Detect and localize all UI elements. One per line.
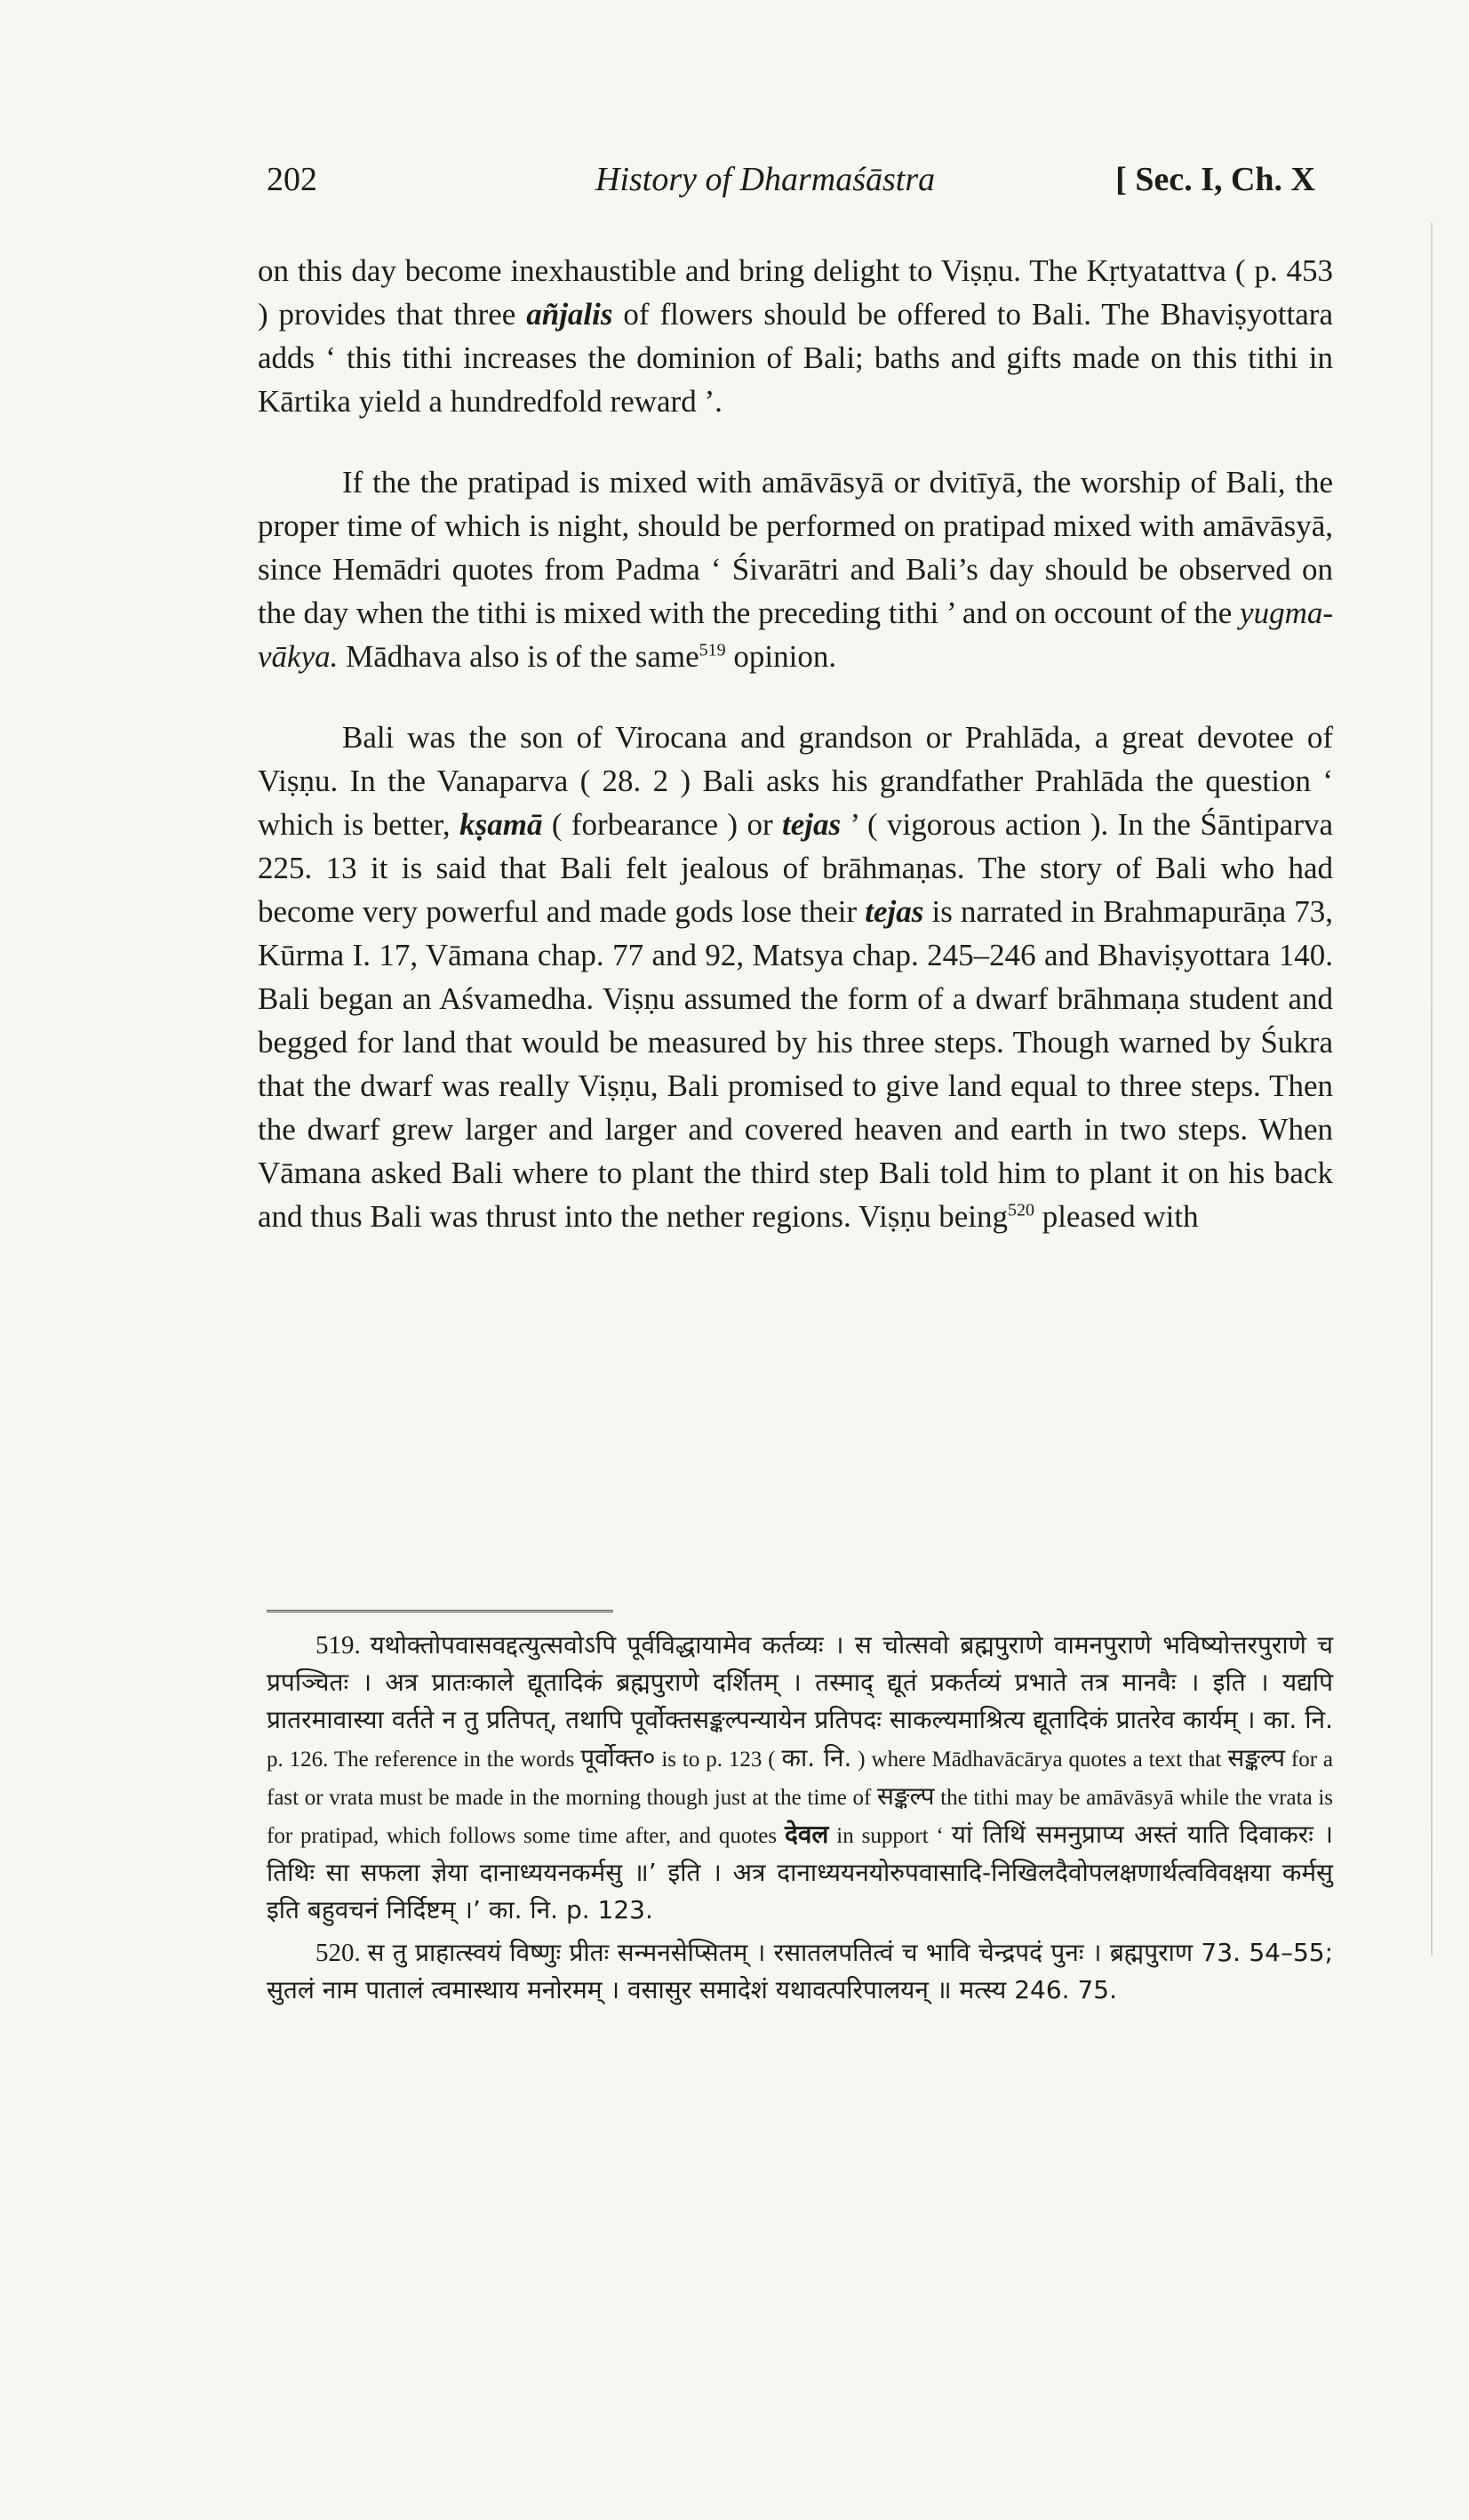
footnote-520 (267, 1934, 1333, 2009)
sanskrit-text: सङ्कल्प (1227, 1743, 1285, 1772)
section-label: [ Sec. I, Ch. X (1115, 161, 1315, 198)
italic-term: yugma-vākya. (258, 596, 1333, 674)
text-run: ( forbearance ) or (542, 807, 783, 842)
text-run: on this day become inexhaustible and bring delight to Viṣṇu. The Kṛtyatattva ( p. 453 ) provides that three (258, 253, 1333, 332)
footnote-number: 519. (315, 1631, 361, 1660)
footnote-ref-519[interactable]: 519 (699, 640, 726, 660)
page-number: 202 (267, 161, 317, 198)
footnotes (267, 1627, 1333, 2014)
running-title: History of Dharmaśāstra (595, 161, 936, 198)
italic-term: añjalis (526, 297, 613, 332)
scan-margin-shadow (1431, 222, 1433, 1956)
text-run: for a fast or vrata must be made in the morning though just at the time of (267, 1748, 1334, 1810)
running-header (267, 160, 1315, 213)
text-run: Bali was the son of Virocana and grandson or Prahlāda, a great devotee of Viṣṇu. In the Vanaparva ( 28. 2 ) Bali asks his grandfather Prahlāda the question ‘ which is better, (258, 720, 1333, 842)
sanskrit-text: का. नि. (781, 1743, 852, 1772)
sanskrit-text: यथोक्तोपवासवद्दत्युत्सवोऽपि पूर्वविद्धायामेव कर्तव्यः । स चोत्सवो ब्रह्मपुराणे वामनपुराणे भविष्योत्तरपुराणे च प्रपञ्चितः । अत्र प्रातःकाले द्यूतादिकं ब्रह्मपुराणे दर्शितम् । तस्माद् द्यूतं प्रकर्तव्यं प्रभाते तत्र मानवैः । इति । यद्यपि प्रातरमावास्या वर्तते न तु प्रतिपत्, तथापि पूर्वोक्तसङ्कल्पन्यायेन प्रतिपदः साकल्यमाश्रित्य द्यूतादिकं प्रातरेव कार्यम् । का. नि. (267, 1630, 1333, 1734)
text-run: ’ ( vigorous action ). In the Śāntiparva 225. 13 it is said that Bali felt jealous of brāhmaṇas. The story of Bali who had become very powerful and made gods lose their (258, 807, 1334, 929)
footnote-number: 520. (315, 1939, 361, 1967)
text-run: in support ‘ (828, 1824, 952, 1848)
sanskrit-text: पूर्वोक्त० (580, 1743, 656, 1772)
footnote-divider (267, 1610, 613, 1612)
text-run: p. 126. The reference in the words (267, 1748, 581, 1772)
text-run: Mādhava also is of the same (338, 639, 699, 674)
footnote-519 (267, 1627, 1333, 1929)
italic-term: kṣamā (459, 807, 543, 842)
sanskrit-text: यां तिथिं समनुप्राप्य अस्तं याति दिवाकरः । तिथिः सा सफला ज्ञेया दानाध्ययनकर्मसु ॥’ इति । अत्र दानाध्ययनयोरुपवासादि-निखिलदैवोपलक्षणार्थत्वविवक्षया कर्मसु इति बहुवचनं निर्दिष्टम् ।’ का. नि. p. 123. (267, 1820, 1333, 1924)
text-run: pleased with (1034, 1199, 1199, 1234)
sanskrit-text: स तु प्राहात्स्वयं विष्णुः प्रीतः सन्मनसेप्सितम् । रसातलपतित्वं च भावि चेन्द्रपदं पुनः । ब्रह्मपुराण 73. 54–55; सुतलं नाम पातालं त्वमास्थाय मनोरमम् । वसासुर समादेशं यथावत्परिपालयन् ॥ मत्स्य 246. 75. (267, 1938, 1334, 2004)
text-run: opinion. (725, 639, 837, 674)
paragraph-2 (258, 460, 1333, 678)
text-run: ) where Mādhavācārya quotes a text that (851, 1748, 1228, 1772)
text-run: of flowers should be offered to Bali. The Bhaviṣyottara adds ‘ this tithi increases the dominion of Bali; baths and gifts made on this tithi in Kārtika yield a hundredfold reward ’. (258, 297, 1333, 419)
paragraph-1 (258, 249, 1333, 423)
text-run: is narrated in Brahmapurāṇa 73, Kūrma I. 17, Vāmana chap. 77 and 92, Matsya chap. 245–246 and Bhaviṣyottara 140. Bali began an Aśvamedha. Viṣṇu assumed the form of a dwarf brāhmaṇa student and begged for land that would be measured by his three steps. Though warned by Śukra that the dwarf was really Viṣṇu, Bali promised to give land equal to three steps. Then the dwarf grew larger and larger and covered heaven and earth in two steps. When Vāmana asked Bali where to plant the third step Bali told him to plant it on his back and thus Bali was thrust into the nether regions. Viṣṇu being (258, 894, 1333, 1234)
text-run: the tithi may be amāvāsyā while the vrata is for pratipad, which follows some time after, and quotes (267, 1786, 1334, 1848)
text-run: is to p. 123 ( (655, 1748, 782, 1772)
main-text (258, 249, 1333, 1276)
italic-term: tejas (782, 807, 842, 842)
text-run: If the the pratipad is mixed with amāvāsyā or dvitīyā, the worship of Bali, the proper time of which is night, should be performed on pratipad mixed with amāvāsyā, since Hemādri quotes from Padma ‘ Śivarātri and Bali’s day should be observed on the day when the tithi is mixed with the preceding tithi ’ and on occount of the (258, 465, 1333, 630)
sanskrit-text: देवल (785, 1820, 829, 1849)
footnote-ref-520[interactable]: 520 (1007, 1200, 1034, 1220)
italic-term: tejas (865, 894, 924, 929)
sanskrit-text: सङ्कल्प (876, 1781, 935, 1811)
paragraph-3 (258, 716, 1333, 1238)
